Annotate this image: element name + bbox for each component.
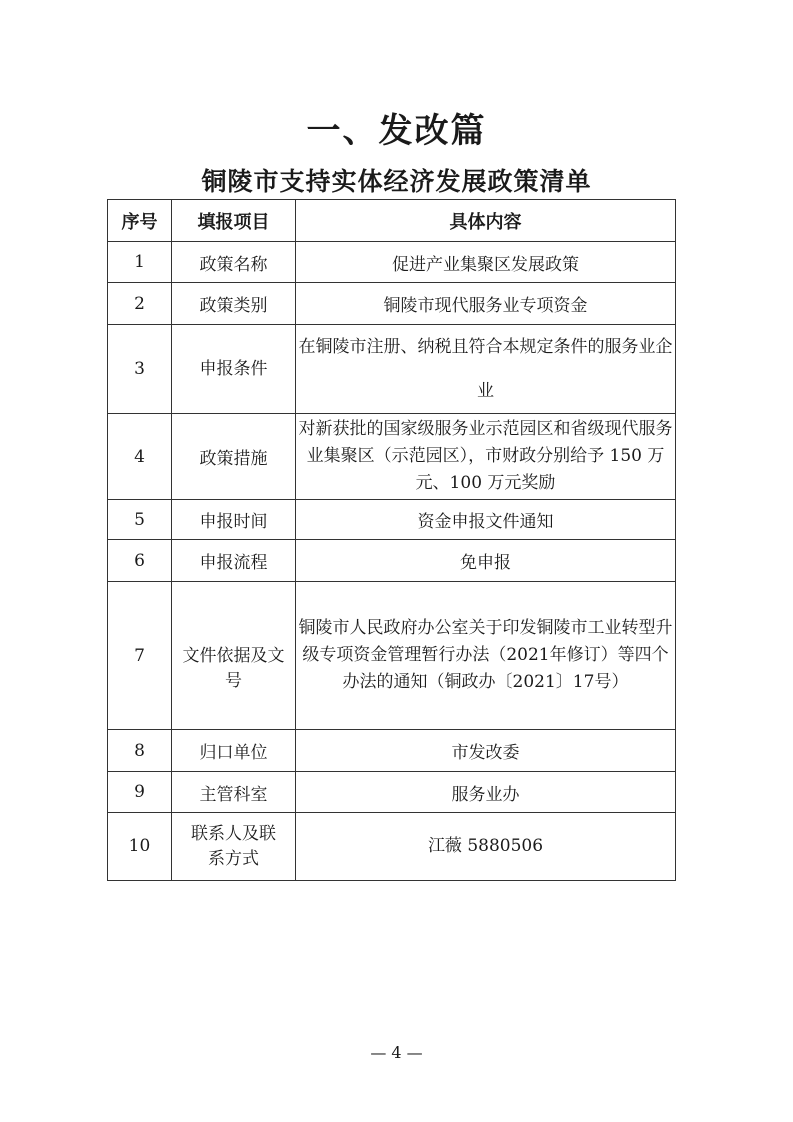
table-row bbox=[108, 242, 676, 283]
row-no: 7 bbox=[108, 582, 172, 730]
table-row bbox=[108, 414, 676, 500]
table-row bbox=[108, 283, 676, 325]
table-row bbox=[108, 582, 676, 730]
row-content: 对新获批的国家级服务业示范园区和省级现代服务业集聚区（示范园区），市财政分别给予 150 万元、100 万元奖励 bbox=[296, 414, 676, 500]
row-item: 申报时间 bbox=[172, 500, 296, 540]
table-row bbox=[108, 500, 676, 540]
chapter-title: 一、发改篇 bbox=[306, 111, 487, 151]
table-row bbox=[108, 772, 676, 813]
row-content: 铜陵市现代服务业专项资金 bbox=[296, 283, 676, 325]
row-content: 资金申报文件通知 bbox=[296, 500, 676, 540]
document-title: 铜陵市支持实体经济发展政策清单 bbox=[201, 167, 592, 196]
table-row bbox=[108, 730, 676, 772]
row-no: 2 bbox=[108, 283, 172, 325]
row-no: 6 bbox=[108, 540, 172, 582]
row-content: 在铜陵市注册、纳税且符合本规定条件的服务业企业 bbox=[296, 325, 676, 414]
row-item: 主管科室 bbox=[172, 772, 296, 813]
row-no: 10 bbox=[108, 813, 172, 881]
row-content: 免申报 bbox=[296, 540, 676, 582]
row-item: 政策类别 bbox=[172, 283, 296, 325]
row-content: 铜陵市人民政府办公室关于印发铜陵市工业转型升级专项资金管理暂行办法（2021年修订）等四个办法的通知（铜政办〔2021〕17号） bbox=[296, 582, 676, 730]
row-no: 1 bbox=[108, 242, 172, 283]
table-row bbox=[108, 325, 676, 414]
table-row bbox=[108, 540, 676, 582]
page-number: — 4 — bbox=[370, 1043, 423, 1062]
row-no: 5 bbox=[108, 500, 172, 540]
row-item: 申报流程 bbox=[172, 540, 296, 582]
row-item: 归口单位 bbox=[172, 730, 296, 772]
table-row bbox=[108, 813, 676, 881]
header-content: 具体内容 bbox=[296, 200, 676, 242]
table-header-row bbox=[108, 200, 676, 242]
row-content: 服务业办 bbox=[296, 772, 676, 813]
row-item: 文件依据及文号 bbox=[172, 582, 296, 730]
row-content: 江薇 5880506 bbox=[296, 813, 676, 881]
header-no: 序号 bbox=[108, 200, 172, 242]
row-content: 促进产业集聚区发展政策 bbox=[296, 242, 676, 283]
policy-table bbox=[107, 199, 676, 881]
row-no: 3 bbox=[108, 325, 172, 414]
row-item: 申报条件 bbox=[172, 325, 296, 414]
row-content: 市发改委 bbox=[296, 730, 676, 772]
row-item: 政策名称 bbox=[172, 242, 296, 283]
row-item: 政策措施 bbox=[172, 414, 296, 500]
row-no: 8 bbox=[108, 730, 172, 772]
row-no: 4 bbox=[108, 414, 172, 500]
row-item: 联系人及联系方式 bbox=[172, 813, 296, 881]
header-item: 填报项目 bbox=[172, 200, 296, 242]
row-no: 9 bbox=[108, 772, 172, 813]
